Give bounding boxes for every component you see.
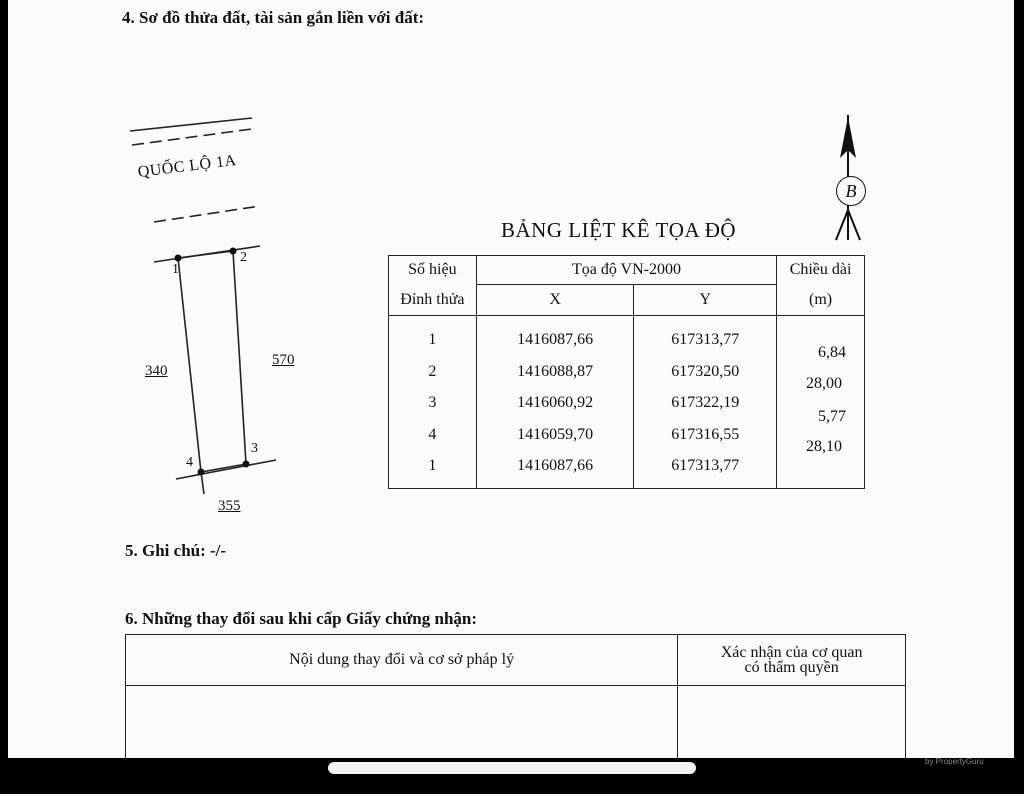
confirmation-line-1: Xác nhận của cơ quan — [720, 644, 863, 661]
y-value: 617320,50 — [671, 362, 740, 380]
changes-col-content: Nội dung thay đổi và cơ sở pháp lý — [126, 635, 678, 686]
north-label: B — [836, 176, 866, 206]
header-y: Y — [634, 285, 777, 316]
x-value: 1416087,66 — [517, 457, 594, 474]
x-value: 1416087,66 — [517, 331, 594, 348]
column-lengths — [777, 316, 865, 489]
header-point-id-1: Số hiệu — [389, 256, 477, 285]
column-x-values — [476, 316, 634, 489]
column-y-values — [634, 316, 777, 489]
x-value: 1416059,70 — [517, 425, 594, 443]
section-5-heading: 5. Ghi chú: -/- — [125, 541, 227, 560]
point-id: 4 — [428, 425, 437, 443]
point-id: 1 — [428, 331, 437, 348]
coord-table-title: BẢNG LIỆT KÊ TỌA ĐỘ — [501, 218, 737, 242]
y-value: 617313,77 — [671, 457, 740, 474]
section-4-heading: 4. Sơ đồ thửa đất, tài sản gắn liền với đất: — [122, 8, 425, 27]
road-label: QUỐC LỘ 1A — [136, 151, 238, 181]
vertex-label-3: 3 — [251, 441, 258, 456]
neighbor-label-bottom: 355 — [218, 498, 241, 514]
changes-table — [125, 634, 906, 758]
vertex-label-4: 4 — [186, 455, 193, 470]
changes-col-confirmation — [678, 635, 906, 686]
neighbor-label-left: 340 — [145, 363, 168, 379]
header-coordinates: Tọa độ VN-2000 — [476, 256, 776, 285]
y-value: 617313,77 — [671, 331, 740, 348]
certificate-page — [8, 0, 1014, 758]
header-point-id-2: Đỉnh thửa — [389, 285, 477, 316]
x-value: 1416088,87 — [517, 362, 594, 380]
edge-length: 5,77 — [818, 408, 846, 425]
point-id: 2 — [428, 362, 437, 380]
header-length-2: (m) — [777, 285, 865, 316]
changes-confirmation-cell — [678, 686, 906, 759]
parcel-outline — [178, 251, 246, 472]
y-value: 617316,55 — [671, 425, 740, 443]
watermark: by PropertyGuru — [925, 757, 984, 766]
vertex-label-1: 1 — [172, 262, 179, 277]
coordinate-table — [388, 255, 865, 489]
road-line-dashed-2 — [154, 206, 260, 222]
edge-length: 28,10 — [806, 438, 842, 455]
edge-length: 6,84 — [818, 344, 846, 361]
vertex-label-2: 2 — [240, 250, 247, 265]
vertex-2 — [230, 248, 237, 255]
point-id: 3 — [428, 394, 437, 411]
vertex-3 — [243, 461, 250, 468]
header-x: X — [476, 285, 634, 316]
section-6-heading: 6. Những thay đổi sau khi cấp Giấy chứng nhận: — [125, 609, 478, 628]
vertex-4 — [198, 469, 205, 476]
y-value: 617322,19 — [671, 394, 740, 411]
vertex-1 — [175, 255, 182, 262]
header-length-1: Chiều dài — [777, 256, 865, 285]
point-id: 1 — [428, 457, 437, 474]
column-point-ids — [389, 316, 477, 489]
home-indicator[interactable] — [328, 762, 696, 774]
x-value: 1416060,92 — [517, 394, 594, 411]
road-line-dashed-1 — [132, 129, 252, 145]
edge-length: 28,00 — [806, 375, 842, 392]
confirmation-line-2: có thẩm quyền — [744, 659, 839, 676]
road-line-top — [130, 118, 252, 131]
changes-content-cell — [126, 686, 678, 759]
neighbor-label-right: 570 — [272, 352, 295, 368]
